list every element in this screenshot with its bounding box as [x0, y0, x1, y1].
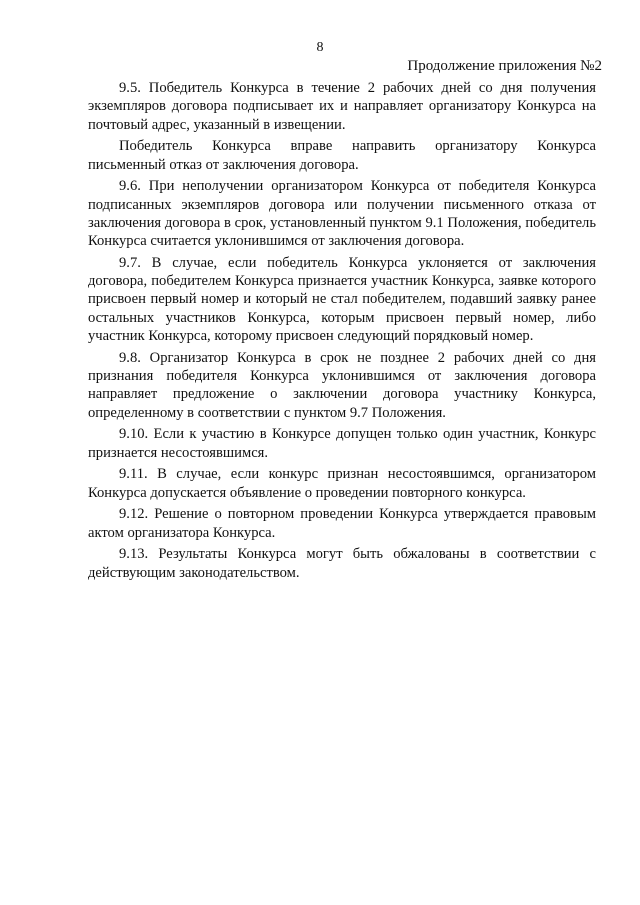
paragraph-9-7: 9.7. В случае, если победитель Конкурса уклоняется от заключения договора, победителем Конкурса признается участник Конкурса, заявке которого присвоен первый номер и который не стал победителем, подавший заявку ранее остальных участников Конкурса, которым присвоен первый номер, либо участник Конкурса, которому присвоен следующий порядковый номер. — [88, 254, 596, 345]
paragraph-9-6: 9.6. При неполучении организатором Конкурса от победителя Конкурса подписанных экземпляров договора или получении письменного отказа от заключения договора в срок, установленный пунктом 9.1 Положения, победитель Конкурса считается уклонившимся от заключения договора. — [88, 178, 596, 250]
running-header: Продолжение приложения №2 — [407, 58, 602, 74]
paragraph-9-8: 9.8. Организатор Конкурса в срок не позднее 2 рабочих дней со дня признания победителя Конкурса уклонившимся от заключения договора направляет предложение о заключении договора участнику Конкурса, определенному в соответствии с пунктом 9.7 Положения. — [88, 349, 596, 421]
body-text — [88, 79, 596, 585]
paragraph-9-12: 9.12. Решение о повторном проведении Конкурса утверждается правовым актом организатора Конкурса. — [88, 506, 596, 541]
paragraph-9-10: 9.10. Если к участию в Конкурсе допущен только один участник, Конкурс признается несостоявшимся. — [88, 426, 596, 461]
paragraph-9-5: 9.5. Победитель Конкурса в течение 2 рабочих дней со дня получения экземпляров договора подписывает их и направляет организатору Конкурса на почтовый адрес, указанный в извещении. — [88, 80, 596, 133]
paragraph-9-5-refusal: Победитель Конкурса вправе направить организатору Конкурса письменный отказ от заключения договора. — [88, 138, 596, 173]
paragraph-9-13: 9.13. Результаты Конкурса могут быть обжалованы в соответствии с действующим законодательством. — [88, 546, 596, 581]
paragraph-9-11: 9.11. В случае, если конкурс признан несостоявшимся, организатором Конкурса допускается объявление о проведении повторного конкурса. — [88, 466, 596, 501]
page-number: 8 — [316, 40, 324, 55]
